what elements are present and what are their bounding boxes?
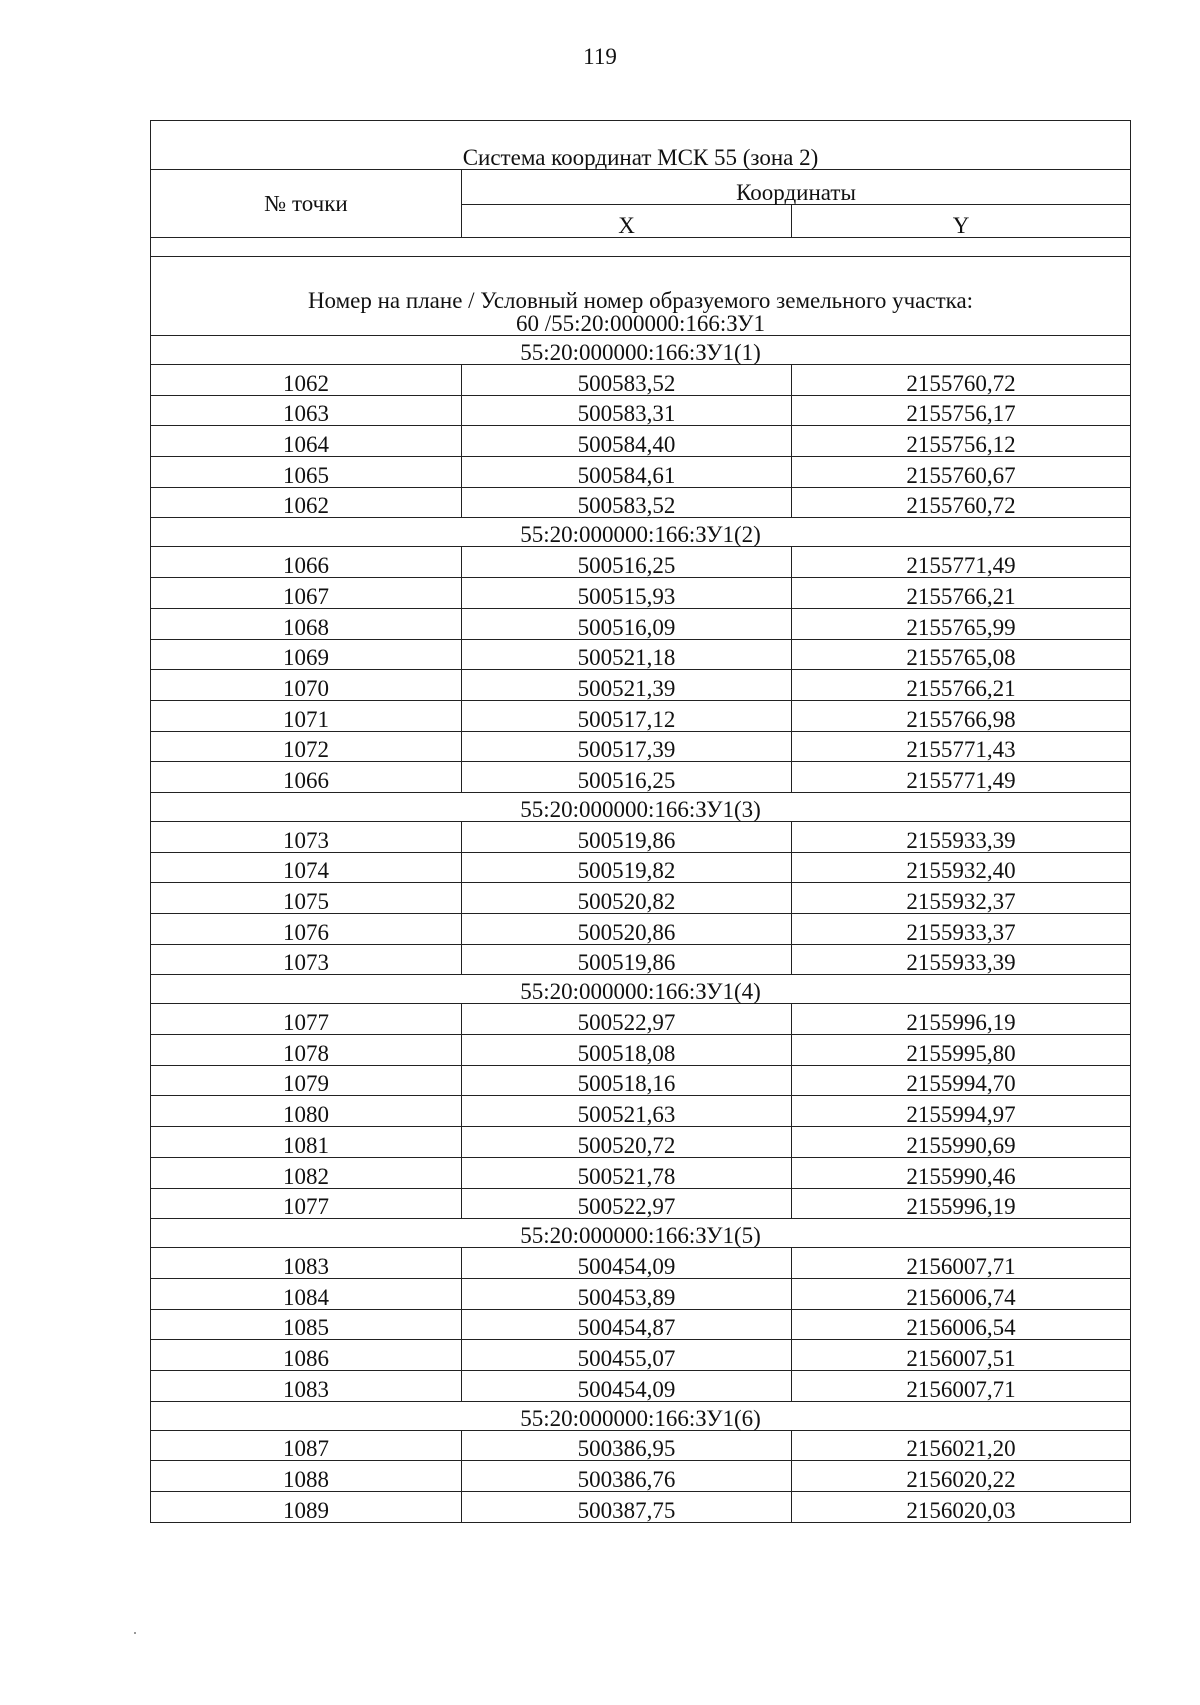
section-row — [151, 1401, 1131, 1430]
point-number-cell: 1070 — [151, 670, 462, 701]
y-coordinate-cell: 2156020,03 — [792, 1492, 1131, 1523]
x-coordinate-cell: 500519,82 — [462, 852, 792, 883]
x-coordinate-cell: 500520,72 — [462, 1127, 792, 1158]
x-coordinate-cell: 500521,63 — [462, 1096, 792, 1127]
y-coordinate-cell: 2155771,49 — [792, 762, 1131, 793]
point-number-cell: 1068 — [151, 608, 462, 639]
y-coordinate-cell: 2155995,80 — [792, 1035, 1131, 1066]
table-row — [151, 1188, 1131, 1219]
table-row — [151, 1492, 1131, 1523]
table-row — [151, 639, 1131, 670]
table-row — [151, 914, 1131, 945]
table-row — [151, 1370, 1131, 1401]
y-coordinate-cell: 2155760,72 — [792, 365, 1131, 396]
point-number-cell: 1086 — [151, 1340, 462, 1371]
y-coordinate-cell: 2155933,39 — [792, 944, 1131, 975]
table-row — [151, 1035, 1131, 1066]
x-coordinate-cell: 500386,95 — [462, 1430, 792, 1461]
y-coordinate-cell: 2156007,71 — [792, 1248, 1131, 1279]
section-title: 55:20:000000:166:ЗУ1(4) — [151, 975, 1131, 1004]
x-coordinate-cell: 500454,09 — [462, 1248, 792, 1279]
point-number-cell: 1074 — [151, 852, 462, 883]
point-number-cell: 1075 — [151, 883, 462, 914]
section-title: 55:20:000000:166:ЗУ1(1) — [151, 336, 1131, 365]
y-coordinate-cell: 2155760,72 — [792, 487, 1131, 518]
point-number-cell: 1065 — [151, 457, 462, 488]
y-coordinate-cell: 2155760,67 — [792, 457, 1131, 488]
section-title: 55:20:000000:166:ЗУ1(2) — [151, 518, 1131, 547]
table-row — [151, 821, 1131, 852]
y-coordinate-cell: 2155996,19 — [792, 1004, 1131, 1035]
x-coordinate-cell: 500522,97 — [462, 1188, 792, 1219]
coord-system-row — [151, 121, 1131, 170]
y-coordinate-cell: 2155765,08 — [792, 639, 1131, 670]
point-number-header: № точки — [151, 170, 462, 238]
point-number-cell: 1087 — [151, 1430, 462, 1461]
y-coordinate-cell: 2155771,49 — [792, 547, 1131, 578]
x-coordinate-cell: 500520,86 — [462, 914, 792, 945]
y-coordinate-cell: 2155933,39 — [792, 821, 1131, 852]
table-row — [151, 1461, 1131, 1492]
y-coordinate-cell: 2156006,54 — [792, 1309, 1131, 1340]
x-coordinate-cell: 500386,76 — [462, 1461, 792, 1492]
x-coordinate-cell: 500583,52 — [462, 487, 792, 518]
point-number-cell: 1066 — [151, 762, 462, 793]
point-number-cell: 1084 — [151, 1278, 462, 1309]
table-row — [151, 883, 1131, 914]
table-row — [151, 608, 1131, 639]
x-coordinate-cell: 500521,18 — [462, 639, 792, 670]
x-coordinate-cell: 500517,12 — [462, 700, 792, 731]
x-coordinate-cell: 500517,39 — [462, 731, 792, 762]
table-row — [151, 731, 1131, 762]
table-row — [151, 852, 1131, 883]
point-number-cell: 1077 — [151, 1188, 462, 1219]
table-row — [151, 365, 1131, 396]
x-coordinate-cell: 500520,82 — [462, 883, 792, 914]
table-row — [151, 1248, 1131, 1279]
plan-caption: Номер на плане / Условный номер образуемого земельного участка: — [307, 288, 974, 313]
x-coordinate-cell: 500516,25 — [462, 547, 792, 578]
point-number-cell: 1063 — [151, 395, 462, 426]
x-coordinate-cell: 500516,09 — [462, 608, 792, 639]
y-coordinate-cell: 2155756,12 — [792, 426, 1131, 457]
plan-cell — [151, 257, 1131, 336]
point-number-cell: 1080 — [151, 1096, 462, 1127]
spacer-row — [151, 238, 1131, 257]
x-coordinate-cell: 500454,87 — [462, 1309, 792, 1340]
y-coordinate-cell: 2156007,71 — [792, 1370, 1131, 1401]
table-row — [151, 1096, 1131, 1127]
y-coordinate-cell: 2156006,74 — [792, 1278, 1131, 1309]
table-row — [151, 457, 1131, 488]
plan-row — [151, 257, 1131, 336]
header-row-1 — [151, 170, 1131, 205]
x-coordinate-cell: 500519,86 — [462, 944, 792, 975]
y-coordinate-cell: 2155994,70 — [792, 1065, 1131, 1096]
x-coordinate-cell: 500584,61 — [462, 457, 792, 488]
x-coordinate-cell: 500519,86 — [462, 821, 792, 852]
point-number-cell: 1062 — [151, 487, 462, 518]
point-number-cell: 1069 — [151, 639, 462, 670]
x-coordinate-cell: 500521,39 — [462, 670, 792, 701]
point-number-cell: 1082 — [151, 1157, 462, 1188]
section-row — [151, 975, 1131, 1004]
x-coordinate-cell: 500516,25 — [462, 762, 792, 793]
x-coordinate-cell: 500387,75 — [462, 1492, 792, 1523]
point-number-cell: 1088 — [151, 1461, 462, 1492]
x-header: X — [462, 205, 792, 238]
y-coordinate-cell: 2155990,46 — [792, 1157, 1131, 1188]
coord-system-title: Система координат МСК 55 (зона 2) — [151, 121, 1131, 170]
table-row — [151, 1157, 1131, 1188]
table-row — [151, 1004, 1131, 1035]
table-row — [151, 395, 1131, 426]
table-row — [151, 670, 1131, 701]
y-coordinate-cell: 2155933,37 — [792, 914, 1131, 945]
section-row — [151, 792, 1131, 821]
table-row — [151, 1127, 1131, 1158]
y-coordinate-cell: 2155996,19 — [792, 1188, 1131, 1219]
point-number-cell: 1064 — [151, 426, 462, 457]
y-coordinate-cell: 2155766,21 — [792, 670, 1131, 701]
y-coordinate-cell: 2155766,98 — [792, 700, 1131, 731]
point-number-cell: 1078 — [151, 1035, 462, 1066]
table-row — [151, 1065, 1131, 1096]
x-coordinate-cell: 500453,89 — [462, 1278, 792, 1309]
x-coordinate-cell: 500518,16 — [462, 1065, 792, 1096]
x-coordinate-cell: 500522,97 — [462, 1004, 792, 1035]
point-number-cell: 1079 — [151, 1065, 462, 1096]
y-coordinate-cell: 2155765,99 — [792, 608, 1131, 639]
x-coordinate-cell: 500583,31 — [462, 395, 792, 426]
point-number-cell: 1076 — [151, 914, 462, 945]
coordinates-table — [150, 120, 1131, 1523]
point-number-cell: 1077 — [151, 1004, 462, 1035]
y-coordinate-cell: 2155766,21 — [792, 578, 1131, 609]
point-number-cell: 1062 — [151, 365, 462, 396]
point-number-cell: 1071 — [151, 700, 462, 731]
table-row — [151, 1430, 1131, 1461]
y-coordinate-cell: 2155756,17 — [792, 395, 1131, 426]
x-coordinate-cell: 500454,09 — [462, 1370, 792, 1401]
point-number-cell: 1085 — [151, 1309, 462, 1340]
table-body — [151, 121, 1131, 1523]
x-coordinate-cell: 500521,78 — [462, 1157, 792, 1188]
section-title: 55:20:000000:166:ЗУ1(5) — [151, 1219, 1131, 1248]
y-coordinate-cell: 2156007,51 — [792, 1340, 1131, 1371]
table-row — [151, 487, 1131, 518]
point-number-cell: 1066 — [151, 547, 462, 578]
point-number-cell: 1081 — [151, 1127, 462, 1158]
section-title: 55:20:000000:166:ЗУ1(6) — [151, 1401, 1131, 1430]
y-coordinate-cell: 2155990,69 — [792, 1127, 1131, 1158]
y-coordinate-cell: 2155932,40 — [792, 852, 1131, 883]
scan-speck — [134, 1632, 136, 1634]
plan-number: 60 /55:20:000000:166:ЗУ1 — [516, 311, 765, 336]
section-row — [151, 336, 1131, 365]
x-coordinate-cell: 500583,52 — [462, 365, 792, 396]
point-number-cell: 1073 — [151, 944, 462, 975]
y-coordinate-cell: 2156020,22 — [792, 1461, 1131, 1492]
point-number-cell: 1083 — [151, 1248, 462, 1279]
x-coordinate-cell: 500455,07 — [462, 1340, 792, 1371]
point-number-cell: 1089 — [151, 1492, 462, 1523]
table-row — [151, 1340, 1131, 1371]
y-coordinate-cell: 2155994,97 — [792, 1096, 1131, 1127]
table-row — [151, 578, 1131, 609]
table-row — [151, 944, 1131, 975]
y-header: Y — [792, 205, 1131, 238]
table-row — [151, 1309, 1131, 1340]
section-row — [151, 1219, 1131, 1248]
spacer-cell — [151, 238, 1131, 257]
y-coordinate-cell: 2156021,20 — [792, 1430, 1131, 1461]
y-coordinate-cell: 2155932,37 — [792, 883, 1131, 914]
table-row — [151, 762, 1131, 793]
x-coordinate-cell: 500515,93 — [462, 578, 792, 609]
table-row — [151, 700, 1131, 731]
section-row — [151, 518, 1131, 547]
x-coordinate-cell: 500584,40 — [462, 426, 792, 457]
table-row — [151, 1278, 1131, 1309]
section-title: 55:20:000000:166:ЗУ1(3) — [151, 792, 1131, 821]
x-coordinate-cell: 500518,08 — [462, 1035, 792, 1066]
point-number-cell: 1072 — [151, 731, 462, 762]
table-row — [151, 547, 1131, 578]
point-number-cell: 1073 — [151, 821, 462, 852]
table-row — [151, 426, 1131, 457]
point-number-cell: 1067 — [151, 578, 462, 609]
y-coordinate-cell: 2155771,43 — [792, 731, 1131, 762]
page-number: 119 — [583, 44, 617, 69]
point-number-cell: 1083 — [151, 1370, 462, 1401]
coordinates-header: Координаты — [462, 170, 1131, 205]
